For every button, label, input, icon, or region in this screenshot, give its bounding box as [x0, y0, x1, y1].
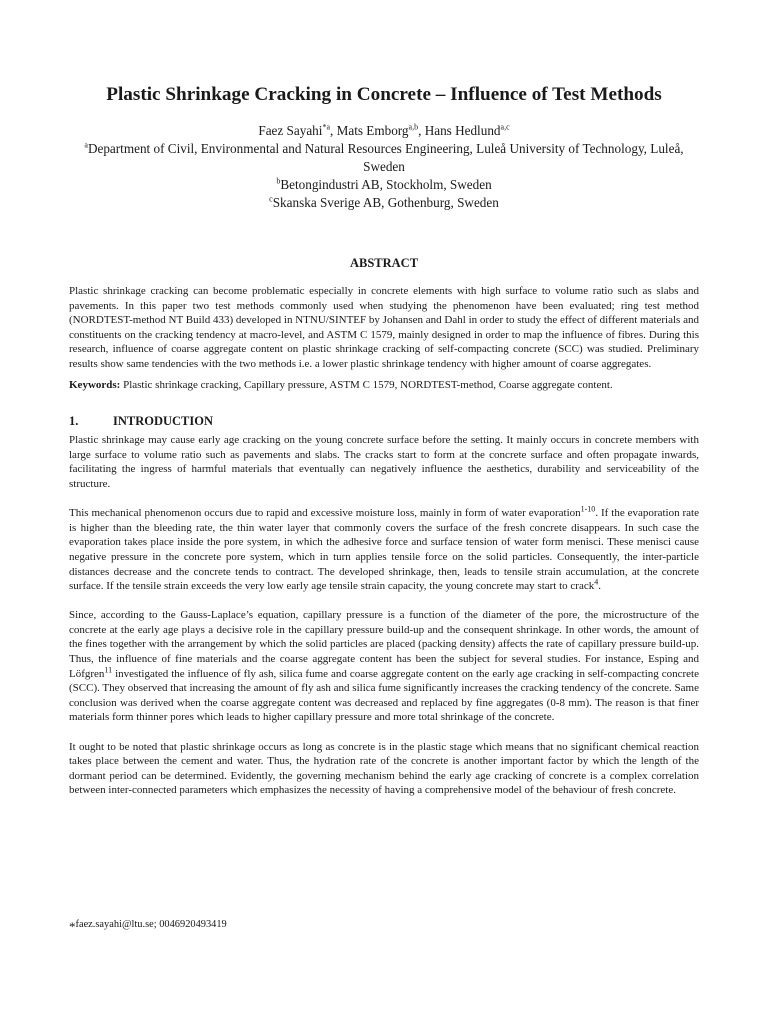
keywords-label: Keywords: — [69, 378, 121, 391]
citation-ref: 4 — [594, 577, 599, 587]
author-name: Hans Hedlund — [424, 123, 501, 138]
paragraph-text: Since, according to the Gauss-Laplace’s equation, capillary pressure is a function of the diameter of the pore, the microstructure of the concrete at the early age plays a decisive role in the capillary pressure build-up and the consequent shrinkage. In other words, the amount of the fines together with the arrangement by which the solid particles are placed (packing density) affects the rate of capillary pressure build-up. Thus, the influence of fine materials and the coarse aggregate content has been the subject for several studies. For instance, Esping and Löfgren — [69, 609, 699, 680]
footnote-marker: * — [69, 919, 76, 934]
affiliation — [69, 176, 699, 194]
body-paragraph: Plastic shrinkage may cause early age cracking on the young concrete surface before the setting. It mainly occurs in concrete members with large surface to volume ratio such as pavements and slabs. The cracks start to form at the concrete surface and often propagate inwards, facilitating the ingress of harmful materials that eventually can negatively influence the aesthetics, durability and serviceability of the structure. — [69, 434, 699, 490]
paper-title: Plastic Shrinkage Cracking in Concrete – Influence of Test Methods — [106, 84, 662, 105]
footnote — [69, 919, 227, 935]
abstract-text: Plastic shrinkage cracking can become problematic especially in concrete elements with high surface to volume ratio such as slabs and pavements. In this paper two test methods commonly used when studying the phenomenon have been evaluated; ring test method (NORDTEST-method NT Build 433) developed in NTNU/SINTEF by Johansen and Dahl in order to study the effect of different materials and constituents on the cracking tendency at macro-level, and ASTM C 1579, mainly designed in order to map the influence of fibres. During this research, influence of coarse aggregate content on plastic shrinkage cracking of self-compacting concrete (SCC) was studied. Preliminary results show same tendencies with the two methods i.e. a lower plastic shrinkage tendency with higher amount of coarse aggregates. — [69, 285, 699, 370]
citation-ref: 1-10 — [580, 504, 596, 514]
section-number: 1. — [69, 414, 79, 429]
paragraph-text: investigated the influence of fly ash, silica fume and coarse aggregate content on the early age cracking in self-compacting concrete (SCC). They observed that increasing the amount of fly ash and silica fume significantly increases the cracking tendency of the concrete. Same conclusion was derived when the coarse aggregate content was decreased and replaced by fine aggregates (0-8 mm). The reason is that finer materials form thinner pores which leads to higher capillary pressure and more total shrinkage of the concrete. — [69, 667, 699, 724]
author-name: Mats Emborg — [336, 123, 409, 138]
author-name: Faez Sayahi — [258, 123, 323, 138]
keywords-text: Plastic shrinkage cracking, Capillary pressure, ASTM C 1579, NORDTEST-method, Coarse aggregate content. — [123, 378, 613, 391]
affiliation-superscript: a — [84, 140, 88, 150]
author-superscript: a,c — [500, 122, 510, 132]
author-superscript: *a — [322, 122, 331, 132]
section-heading — [69, 414, 699, 429]
affiliation-text: Department of Civil, Environmental and Natural Resources Engineering, Luleå University of Technology, Luleå, Sweden — [87, 141, 684, 174]
affiliation-superscript: c — [269, 194, 273, 204]
author-superscript: a,b — [408, 122, 419, 132]
citation-ref: 11 — [104, 665, 113, 674]
body-paragraph: It ought to be noted that plastic shrinkage occurs as long as concrete is in the plastic stage which means that no significant chemical reaction takes place between the cement and water. Thus, the hydration rate of the concrete is another important factor by which the length of the dormant period can be determined. Evidently, the governing mechanism behind the early age cracking of concrete is a complex correlation between inter-connected parameters which emphasizes the necessity of having a comprehensive model of the behaviour of fresh concrete. — [69, 740, 699, 797]
affiliation-text: Skanska Sverige AB, Gothenburg, Sweden — [272, 195, 499, 210]
footnote-text: faez.sayahi@ltu.se; 0046920493419 — [75, 919, 227, 930]
affiliation-text: Betongindustri AB, Stockholm, Sweden — [280, 177, 492, 192]
paragraph-text: This mechanical phenomenon occurs due to rapid and excessive moisture loss, mainly in form of water evaporation — [69, 507, 581, 520]
body-paragraph — [69, 506, 699, 594]
affiliation — [69, 194, 699, 212]
author-list: Faez Sayahi$^{*a}$, Mats Emborg$^{a,b}$, Hans Hedlund$^{a,c}$ — [258, 122, 510, 138]
affiliation-superscript: b — [276, 176, 281, 186]
body-paragraph — [69, 608, 699, 725]
section-title: INTRODUCTION — [113, 414, 214, 429]
paragraph-text: . — [598, 580, 601, 593]
abstract-heading: ABSTRACT — [349, 256, 419, 270]
paragraph-text: . If the evaporation rate is higher than the bleeding rate, the thin water layer that commonly covers the surface of the fresh concrete disappears. In such case the evaporation takes place inside the pore system, in which the adhesive force and surface tension of water form menisci. These menisci cause negative pressure in the concrete pore system, which in turn applies tensile force on the solid particles. Consequently, the inter-particle distances decrease and the concrete tends to contract. The developed shrinkage, then, leads to tensile strain accumulation, at the concrete surface. If the tensile strain exceeds the very low early age tensile strain capacity, the young concrete may start to crack — [69, 507, 699, 593]
affiliation — [69, 140, 699, 176]
keywords — [69, 378, 699, 393]
